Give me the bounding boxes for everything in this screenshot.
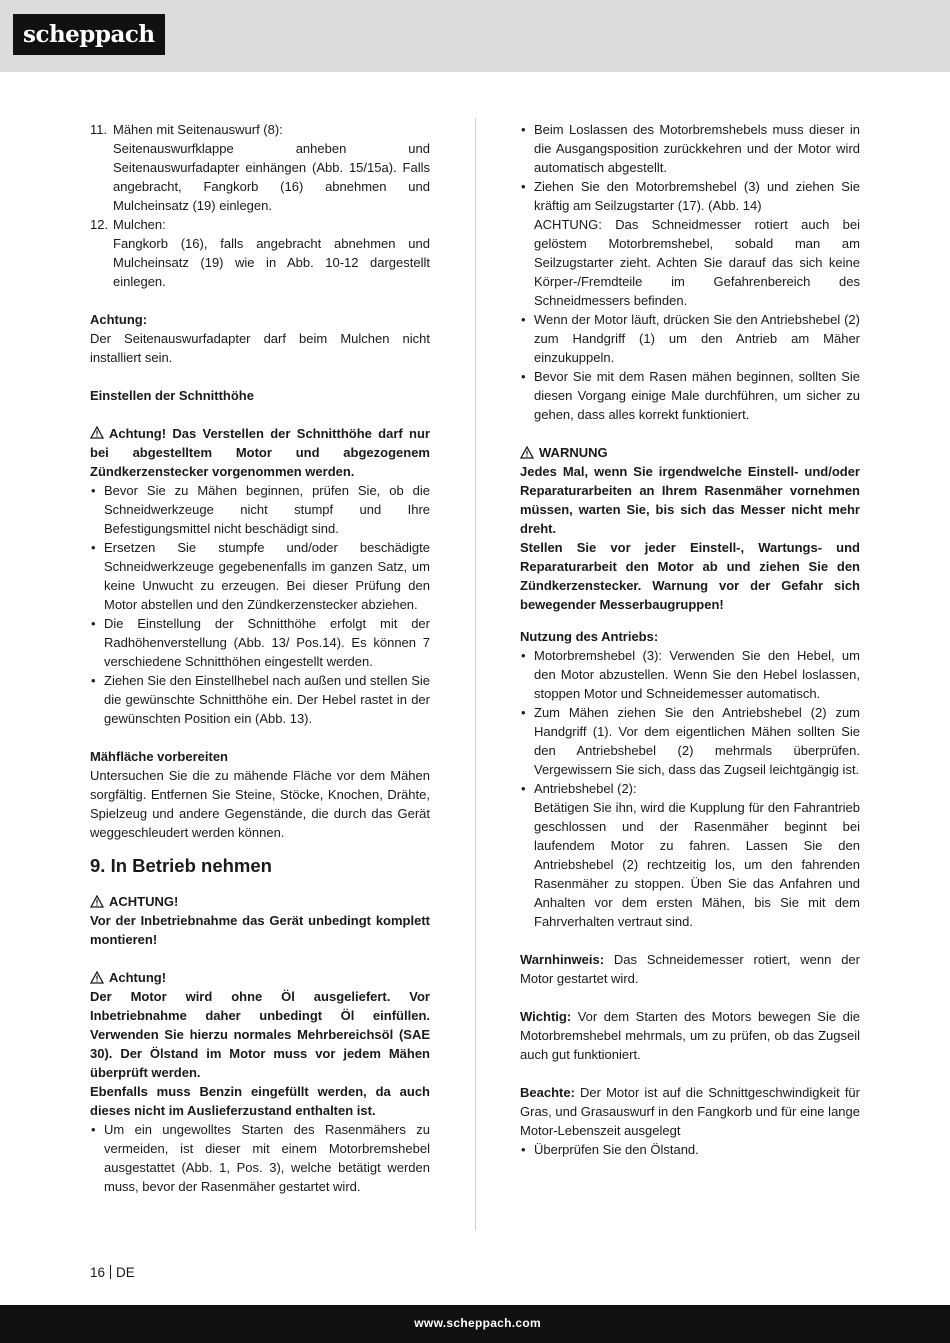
list-item	[520, 779, 860, 931]
warnung-text-2: Stellen Sie vor jeder Einstell-, Wartungs- und Reparaturarbeit den Motor ab und ziehen Sie den Zündkerzenstecker. Warnung vor der Gefahr sich bewegender Messerbaugruppen!	[520, 540, 860, 612]
list-item: • Die Einstellung der Schnitthöhe erfolgt mit der Radhöhenverstellung (Abb. 13/ Pos.14). Es können 7 verschiedene Schnitthöhen eingestellt werden.	[90, 614, 430, 671]
schnitthoehe-warning	[90, 424, 430, 481]
schnitthoehe-list	[90, 481, 430, 728]
warnhinweis-text: Das Schneidemesser rotiert, wenn der Motor gestartet wird.	[520, 952, 860, 986]
list-item: • Bevor Sie zu Mähen beginnen, prüfen Sie, ob die Schneidwerkzeuge nicht stumpf und Ihre Befestigungsmittel nicht beschädigt sind.	[90, 481, 430, 538]
schnitthoehe-heading: Einstellen der Schnitthöhe	[90, 388, 254, 403]
achtung-text: Der Seitenauswurfadapter darf beim Mulchen nicht installiert sein.	[90, 331, 430, 365]
column-divider	[475, 118, 476, 1230]
list-item: • Zum Mähen ziehen Sie den Antriebshebel (2) zum Handgriff (1). Vor dem eigentlichen Mähen sollten Sie den Antriebshebel (2) mehrmals überprüfen. Vergewissern Sie sich, dass das Zugseil leichtgängig ist.	[520, 703, 860, 779]
list-item: • Um ein ungewolltes Starten des Rasenmähers zu vermeiden, ist dieser mit einem Motorbremshebel ausgestattet (Abb. 1, Pos. 3), welche betätigt werden muss, bevor der Rasenmäher gestartet wird.	[90, 1120, 430, 1196]
list-item	[520, 177, 860, 310]
warning-triangle-icon	[90, 426, 104, 439]
item-title: Mähen mit Seitenauswurf (8):	[113, 122, 283, 137]
warning-triangle-icon	[520, 446, 534, 459]
schnitthoehe-warning-text: Achtung! Das Verstellen der Schnitthöhe darf nur bei abgestelltem Motor und abgezogenem Zündkerzenstecker vorgenommen werden.	[90, 426, 430, 479]
start-list	[90, 1120, 430, 1196]
warning-title: Achtung!	[109, 970, 167, 985]
beachte-list	[520, 1140, 860, 1159]
antrieb-list	[520, 646, 860, 931]
list-item-text: Betätigen Sie ihn, wird die Kupplung für den Fahrantrieb geschlossen und der Rasenmäher beginnt bei laufendem Motor zu fahren. Lassen Sie den Antriebshebel (2) rechtzeitig los, um den fahrenden Rasenmäher zu stoppen. Üben Sie das Anfahren und Anhalten vor dem ersten Mähen, bis Sie mit dem Fahrverhalten vertraut sind.	[534, 800, 860, 929]
item-title: Mulchen:	[113, 217, 166, 232]
beachte-text: Der Motor ist auf die Schnittgeschwindigkeit für Gras, und Grasauswurf in den Fangkorb und für eine lange Motor-Lebenszeit ausgelegt	[520, 1085, 860, 1138]
list-item-12	[90, 215, 430, 234]
wichtig-label: Wichtig:	[520, 1009, 572, 1024]
list-item-11	[90, 120, 430, 139]
warning-text: Vor der Inbetriebnahme das Gerät unbedingt komplett montieren!	[90, 913, 430, 947]
beachte-paragraph	[520, 1083, 860, 1140]
achtung-label: Achtung:	[90, 312, 148, 327]
list-item-note: ACHTUNG: Das Schneidmesser rotiert auch bei gelöstem Motorbremshebel, sobald man am Seilzugstarter zieht. Achten Sie darauf das sich keine Körper-/Fremdteile im Gefahrenbereich des Schneidmessers befinden.	[534, 217, 860, 308]
maehflaeche-text: Untersuchen Sie die zu mähende Fläche vor dem Mähen sorgfältig. Entfernen Sie Steine, Stöcke, Knochen, Drähte, Spielzeug und andere Gegenstände, die durch das Gerät weggeschleudert werden können.	[90, 768, 430, 840]
warning-text-fuel: Ebenfalls muss Benzin eingefüllt werden, da auch dieses nicht im Auslieferzustand enthalten ist.	[90, 1084, 430, 1118]
header-band	[0, 0, 950, 72]
maehflaeche-heading: Mähfläche vorbereiten	[90, 749, 228, 764]
beachte-label: Beachte:	[520, 1085, 575, 1100]
left-column	[90, 120, 430, 1196]
warning-text-oil: Der Motor wird ohne Öl ausgeliefert. Vor Inbetriebnahme daher unbedingt Öl einfüllen. Verwenden Sie hierzu normales Mehrbereichsöl (SAE 30). Der Ölstand im Motor muss vor jedem Mähen überprüft werden.	[90, 989, 430, 1080]
item-number: 12.	[90, 217, 109, 232]
list-item: • Überprüfen Sie den Ölstand.	[520, 1140, 860, 1159]
item-11-text: Seitenauswurfklappe anheben und Seitenauswurfadapter einhängen (Abb. 15/15a). Falls angebracht, Fangkorb (16) abnehmen und Mulcheinsatz (19) einlegen.	[113, 141, 430, 213]
warning-title: ACHTUNG!	[109, 894, 179, 909]
item-number: 11.	[90, 122, 108, 137]
warning-heading	[90, 968, 430, 987]
list-item: • Wenn der Motor läuft, drücken Sie den Antriebshebel (2) zum Handgriff (1) um den Antrieb am Mäher einzukuppeln.	[520, 310, 860, 367]
page-number	[90, 1265, 135, 1280]
wichtig-paragraph	[520, 1007, 860, 1064]
list-item: • Bevor Sie mit dem Rasen mähen beginnen, sollten Sie diesen Vorgang einige Male durchführen, um sicher zu gehen, dass alles korrekt funktioniert.	[520, 367, 860, 424]
motor-list	[520, 120, 860, 424]
page-language: DE	[116, 1265, 135, 1280]
list-item-title: Antriebshebel (2):	[534, 781, 637, 796]
page-number-value: 16	[90, 1265, 106, 1280]
antrieb-heading: Nutzung des Antriebs:	[520, 629, 659, 644]
warnhinweis-label: Warnhinweis:	[520, 952, 605, 967]
list-item-text: Ziehen Sie den Motorbremshebel (3) und ziehen Sie kräftig am Seilzugstarter (17). (Abb. 14)	[534, 179, 860, 213]
page-number-separator	[110, 1265, 111, 1279]
list-item: • Motorbremshebel (3): Verwenden Sie den Hebel, um den Motor abzustellen. Wenn Sie den Hebel loslassen, stoppen Motor und Schneidemesser automatisch.	[520, 646, 860, 703]
warnung-text: Jedes Mal, wenn Sie irgendwelche Einstell- und/oder Reparaturarbeiten an Ihrem Rasenmäher vornehmen müssen, warten Sie, bis sich das Messer nicht mehr dreht.	[520, 464, 860, 536]
section-title: 9. In Betrieb nehmen	[90, 855, 272, 876]
warning-heading	[520, 443, 860, 462]
footer-url: www.scheppach.com	[414, 1316, 541, 1330]
warning-title: WARNUNG	[539, 445, 608, 460]
footer-band	[0, 1305, 950, 1343]
scheppach-logo: scheppach	[13, 14, 165, 55]
item-12-text: Fangkorb (16), falls angebracht abnehmen und Mulcheinsatz (19) wie in Abb. 10-12 dargestellt einlegen.	[113, 236, 430, 289]
list-item: • Ersetzen Sie stumpfe und/oder beschädigte Schneidwerkzeuge gegebenenfalls im ganzen Satz, um keine Unwucht zu erzeugen. Bei dieser Prüfung den Motor abstellen und den Zündkerzenstecker abziehen.	[90, 538, 430, 614]
warning-triangle-icon	[90, 971, 104, 984]
warning-heading	[90, 892, 430, 911]
list-item: • Ziehen Sie den Einstellhebel nach außen und stellen Sie die gewünschte Schnitthöhe ein. Der Hebel rastet in der gewünschten Position ein (Abb. 13).	[90, 671, 430, 728]
warnhinweis-paragraph	[520, 950, 860, 988]
list-item: • Beim Loslassen des Motorbremshebels muss dieser in die Ausgangsposition zurückkehren und der Motor wird automatisch abgestellt.	[520, 120, 860, 177]
wichtig-text: Vor dem Starten des Motors bewegen Sie die Motorbremshebel mehrmals, um zu prüfen, ob das Zugseil auch gut funktioniert.	[520, 1009, 860, 1062]
right-column	[520, 120, 860, 1159]
warning-triangle-icon	[90, 895, 104, 908]
